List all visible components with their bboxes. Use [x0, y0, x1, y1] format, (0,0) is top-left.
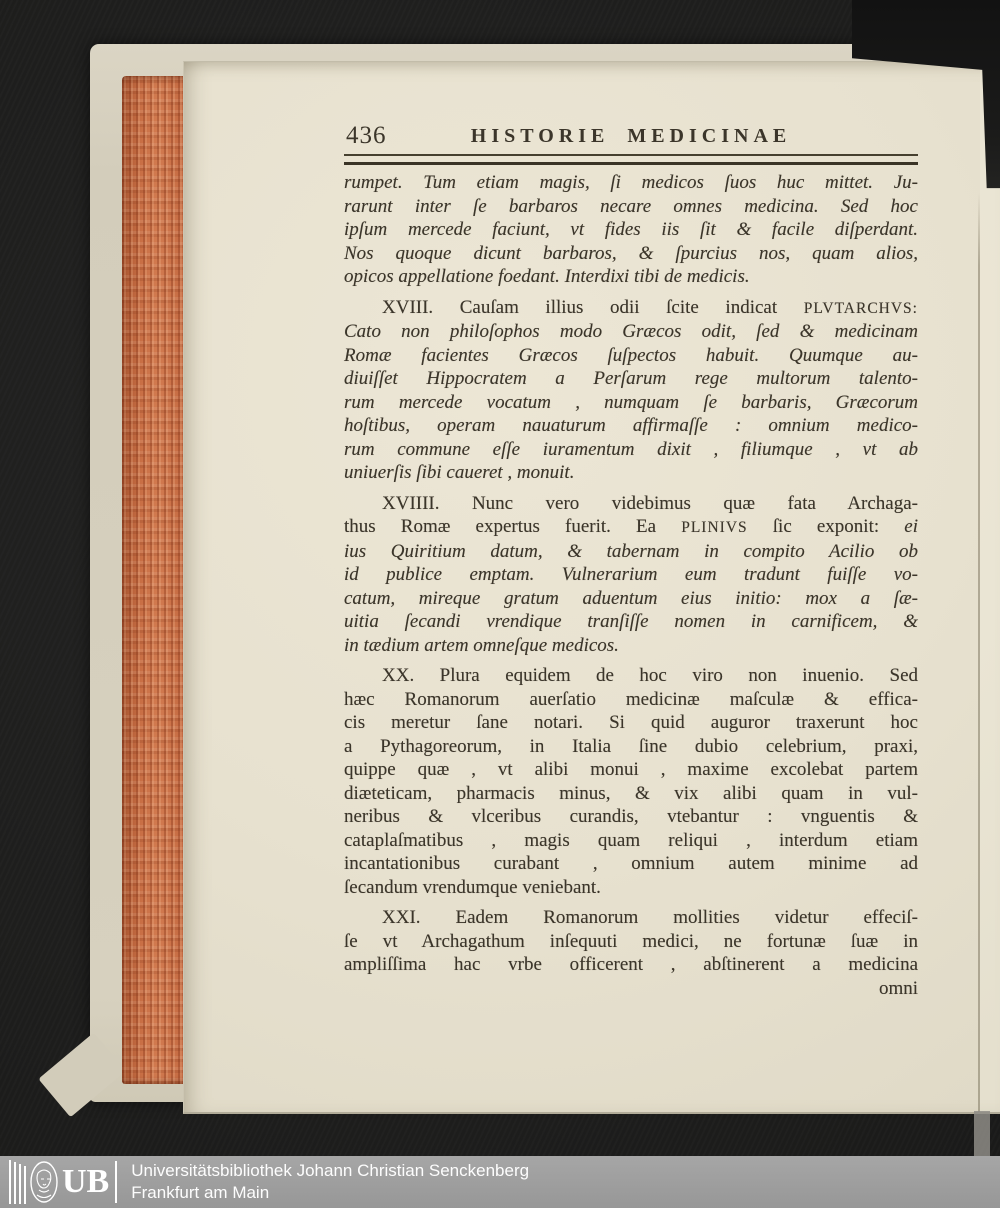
text-run: Nos quoque dicunt barbaros, & ſpurcius nos, quam alios, — [344, 242, 918, 264]
text-line — [344, 688, 918, 712]
library-name — [131, 1160, 529, 1204]
text-run: in tædium artem omneſque medicos. — [344, 634, 619, 656]
text-run: id publice emptam. Vulnerarium eum tradunt fuiſſe vo- — [344, 564, 918, 585]
text-line — [344, 492, 918, 516]
text-line — [344, 829, 918, 853]
header-rule — [344, 154, 918, 165]
text-line — [344, 805, 918, 829]
text-run: a Pythagoreorum, in Italia ſine dubio celebrium, praxi, — [344, 735, 918, 757]
catchword — [344, 977, 918, 1001]
text-run: neribus & vlceribus curandis, vtebantur : vnguentis & — [344, 806, 918, 827]
text-block — [344, 171, 918, 1000]
library-name-line1: Universitätsbibliothek Johann Christian Senckenberg — [131, 1161, 530, 1180]
text-run: ei — [904, 516, 918, 537]
text-run: cis meretur ſane notari. Si quid auguror traxerunt hoc — [344, 712, 918, 733]
book-spine-icon — [8, 1159, 28, 1205]
text-run: quippe quæ , vt alibi monui , maxime excolebat partem — [344, 759, 918, 780]
text-run: ſic exponit: — [747, 516, 905, 537]
text-line — [344, 296, 918, 321]
text-line — [344, 391, 918, 415]
glass-edge-bottom-right — [974, 1111, 990, 1157]
text-line — [344, 610, 918, 634]
book-page — [183, 61, 1000, 1114]
text-run: catum, mireque gratum aduentum eius initio: mox a ſæ- — [344, 587, 918, 609]
text-run: uitia ſecandi vrendique tranſiſſe nomen in carnificem, & — [344, 611, 918, 632]
text-run: PLVTARCHVS: — [803, 299, 918, 317]
text-line — [344, 563, 918, 587]
text-line — [344, 782, 918, 806]
text-line — [344, 242, 918, 266]
text-line — [344, 758, 918, 782]
text-run: Cato non philoſophos modo Græcos odit, ſed & medicinam — [344, 321, 918, 342]
text-run: rumpet. Tum etiam magis, ſi medicos ſuos huc mittet. Ju- — [344, 172, 918, 193]
text-line — [344, 876, 918, 900]
text-run: uniuerſis ſibi caueret , monuit. — [344, 462, 575, 483]
library-logo — [8, 1158, 117, 1206]
text-line — [344, 515, 918, 540]
text-run: hoſtibus, operam nauaturum affirmaſſe : omnium medico- — [344, 415, 918, 436]
page-header — [344, 121, 918, 151]
text-line — [344, 540, 918, 564]
text-line — [344, 852, 918, 876]
library-name-line2: Frankfurt am Main — [131, 1183, 270, 1202]
text-line — [344, 414, 918, 438]
text-run: XVIIII. Nunc vero videbimus quæ fata Archaga- — [382, 492, 918, 514]
library-banner — [0, 1156, 1000, 1208]
text-run: rarunt inter ſe barbaros necare omnes medicina. Sed hoc — [344, 195, 918, 217]
text-run: diæteticam, pharmacis minus, & vix alibi quam in vul- — [344, 782, 918, 804]
text-run: rum mercede vocatum , numquam ſe barbaris, Græcorum — [344, 391, 918, 413]
text-line — [344, 218, 918, 242]
running-title: HISTORIE MEDICINAE — [470, 125, 792, 147]
text-run: XVIII. Cauſam illius odii ſcite indicat — [382, 296, 804, 318]
text-line — [344, 320, 918, 344]
text-line — [344, 461, 918, 485]
text-run: XX. Plura equidem de hoc viro non inuenio. Sed — [382, 665, 918, 686]
text-line — [344, 953, 918, 977]
text-run: opicos appellatione foedant. Interdixi tibi de medicis. — [344, 266, 750, 287]
text-line — [344, 171, 918, 195]
text-run: omni — [878, 977, 918, 999]
goethe-portrait-icon — [28, 1159, 60, 1205]
text-run: PLINIVS — [681, 519, 748, 536]
text-run: ius Quiritium datum, & tabernam in compito Acilio ob — [344, 540, 918, 562]
text-run: cataplaſmatibus , magis quam reliqui , interdum etiam — [344, 829, 918, 851]
ub-logo-text: UB — [62, 1163, 110, 1200]
text-run: XXI. Eadem Romanorum mollities videtur effeciſ- — [382, 907, 918, 928]
page-number: 436 — [346, 122, 387, 149]
text-run: hæc Romanorum auerſatio medicinæ maſculæ & effica- — [344, 688, 918, 710]
page-right-margin-sheen — [980, 62, 1000, 1112]
text-run: Romæ facientes Græcos ſuſpectos habuit. Quumque au- — [344, 344, 918, 366]
text-line — [344, 587, 918, 611]
text-line — [344, 634, 918, 658]
paragraph — [344, 906, 918, 1000]
text-run: rum commune eſſe iuramentum dixit , filiumque , vt ab — [344, 438, 918, 460]
text-line — [344, 344, 918, 368]
text-line — [344, 195, 918, 219]
text-line — [344, 664, 918, 688]
text-run: ipſum mercede faciunt, vt fides iis ſit & facile diſperdant. — [344, 219, 918, 240]
paragraph — [344, 664, 918, 899]
paragraph — [344, 296, 918, 485]
printed-area — [344, 121, 918, 1000]
text-run: thus Romæ expertus fuerit. Ea — [344, 516, 682, 537]
text-line — [344, 735, 918, 759]
text-line — [344, 906, 918, 930]
text-run: ampliſſima hac vrbe officerent , abſtinerent a medicina — [344, 954, 918, 975]
paragraph — [344, 171, 918, 289]
logo-divider — [115, 1161, 117, 1203]
text-line — [344, 711, 918, 735]
text-line — [344, 265, 918, 289]
text-run: ſe vt Archagathum inſequuti medici, ne fortunæ ſuæ in — [344, 930, 918, 952]
paragraph — [344, 492, 918, 658]
text-line — [344, 930, 918, 954]
book-fore-edge-red — [122, 76, 187, 1084]
text-line — [344, 367, 918, 391]
text-run: ſecandum vrendumque veniebant. — [344, 876, 601, 898]
text-line — [344, 438, 918, 462]
text-run: incantationibus curabant , omnium autem minime ad — [344, 853, 918, 874]
text-run: diuiſſet Hippocratem a Perſarum rege multorum talento- — [344, 368, 918, 389]
